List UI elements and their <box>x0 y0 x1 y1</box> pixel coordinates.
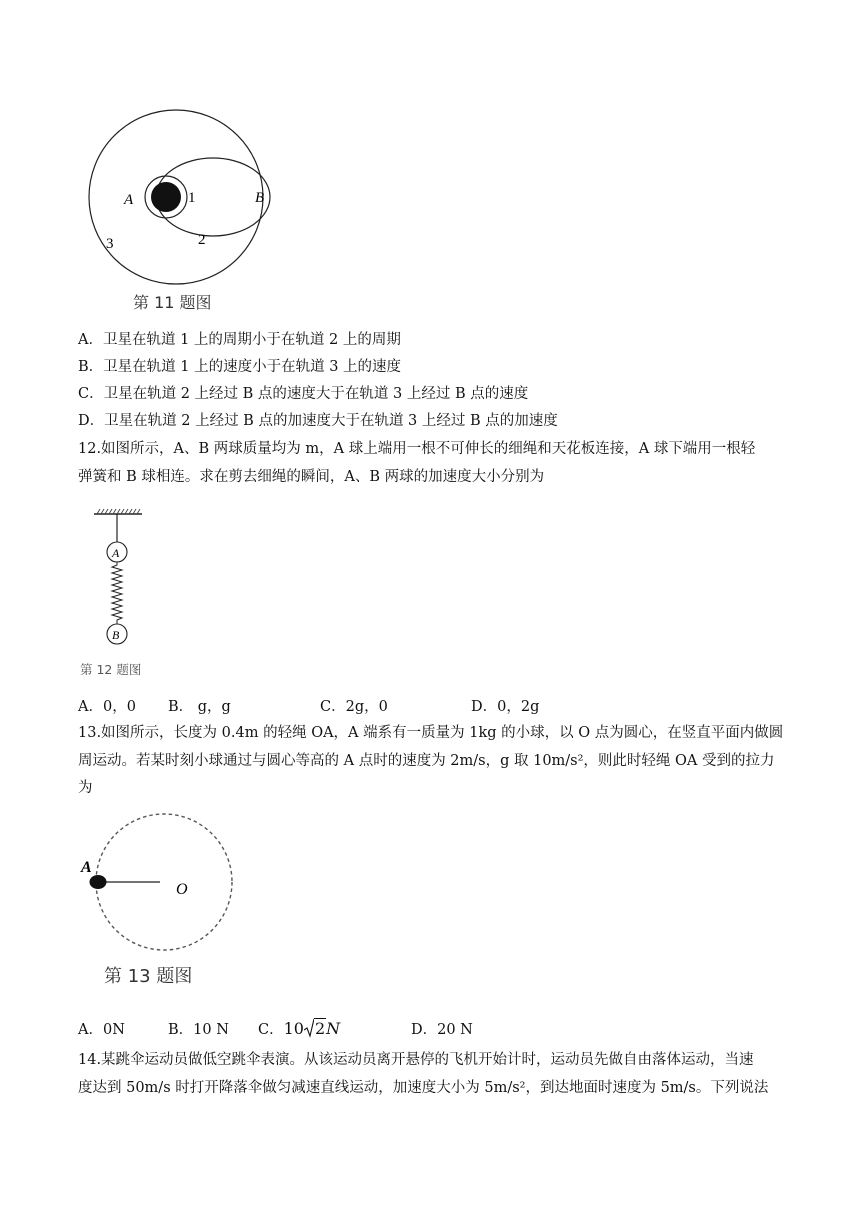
q13-option-d: D．20 N <box>411 1022 473 1038</box>
q13-option-c-prefix: C． <box>258 1022 284 1038</box>
spring <box>112 562 122 624</box>
ball-b-label: B <box>112 628 120 642</box>
figure-12-caption: 第 12 题图 <box>80 662 142 677</box>
ball-a-label: A <box>112 546 120 560</box>
q12-stem-line1: 12.如图所示，A、B 两球质量均为 m，A 球上端用一根不可伸长的细绳和天花板连接，A 球下端用一根轻 <box>78 441 756 457</box>
ball <box>90 875 107 889</box>
q12-option-c: C．2g，0 <box>320 699 388 715</box>
q13-option-c <box>258 1018 340 1040</box>
q12-option-a: A．0，0 <box>78 699 136 715</box>
q13-stem-line1: 13.如图所示，长度为 0.4m 的轻绳 OA，A 端系有一质量为 1kg 的小球，以 O 点为圆心，在竖直平面内做圆 <box>78 725 784 741</box>
q12-option-b: B． g，g <box>168 699 231 715</box>
figure-13-caption: 第 13 题图 <box>104 966 193 987</box>
q11-option-c: C．卫星在轨道 2 上经过 B 点的速度大于在轨道 3 上经过 B 点的速度 <box>78 386 529 402</box>
q13-stem-line2: 周运动。若某时刻小球通过与圆心等高的 A 点时的速度为 2m/s，g 取 10m/s²，则此时轻绳 OA 受到的拉力 <box>78 753 775 769</box>
q13-option-c-radicand: 2 <box>314 1019 326 1038</box>
label-a: A <box>124 192 134 208</box>
q11-option-d: D．卫星在轨道 2 上经过 B 点的加速度大于在轨道 3 上经过 B 点的加速度 <box>78 413 558 429</box>
figure-11-orbits <box>80 108 280 300</box>
q13-option-c-unit: N <box>326 1019 341 1038</box>
figure-13-circle <box>78 812 238 956</box>
label-1: 1 <box>188 190 196 206</box>
q11-option-a: A．卫星在轨道 1 上的周期小于在轨道 2 上的周期 <box>78 332 401 348</box>
q13-option-b: B．10 N <box>168 1022 229 1038</box>
figure-11-caption: 第 11 题图 <box>133 293 212 312</box>
label-a: A <box>81 859 92 876</box>
q12-stem-line2: 弹簧和 B 球相连。求在剪去细绳的瞬间，A、B 两球的加速度大小分别为 <box>78 469 545 485</box>
q14-stem-line2: 度达到 50m/s 时打开降落伞做匀减速直线运动，加速度大小为 5m/s²，到达地面时速度为 5m/s。下列说法 <box>78 1080 769 1096</box>
planet <box>151 182 181 212</box>
q12-option-d: D．0，2g <box>471 699 540 715</box>
label-o: O <box>176 881 188 898</box>
sqrt-symbol <box>304 1018 326 1040</box>
label-2: 2 <box>198 232 206 248</box>
q11-option-b: B．卫星在轨道 1 上的速度小于在轨道 3 上的速度 <box>78 359 402 375</box>
q13-option-a: A．0N <box>78 1022 125 1038</box>
q14-stem-line1: 14.某跳伞运动员做低空跳伞表演。从该运动员离开悬停的飞机开始计时，运动员先做自由落体运动，当速 <box>78 1052 754 1068</box>
figure-12-spring <box>90 508 150 646</box>
label-3: 3 <box>106 236 114 252</box>
q13-option-c-coef: 10 <box>283 1019 304 1038</box>
label-b: B <box>255 190 265 206</box>
q13-stem-line3: 为 <box>78 780 93 796</box>
